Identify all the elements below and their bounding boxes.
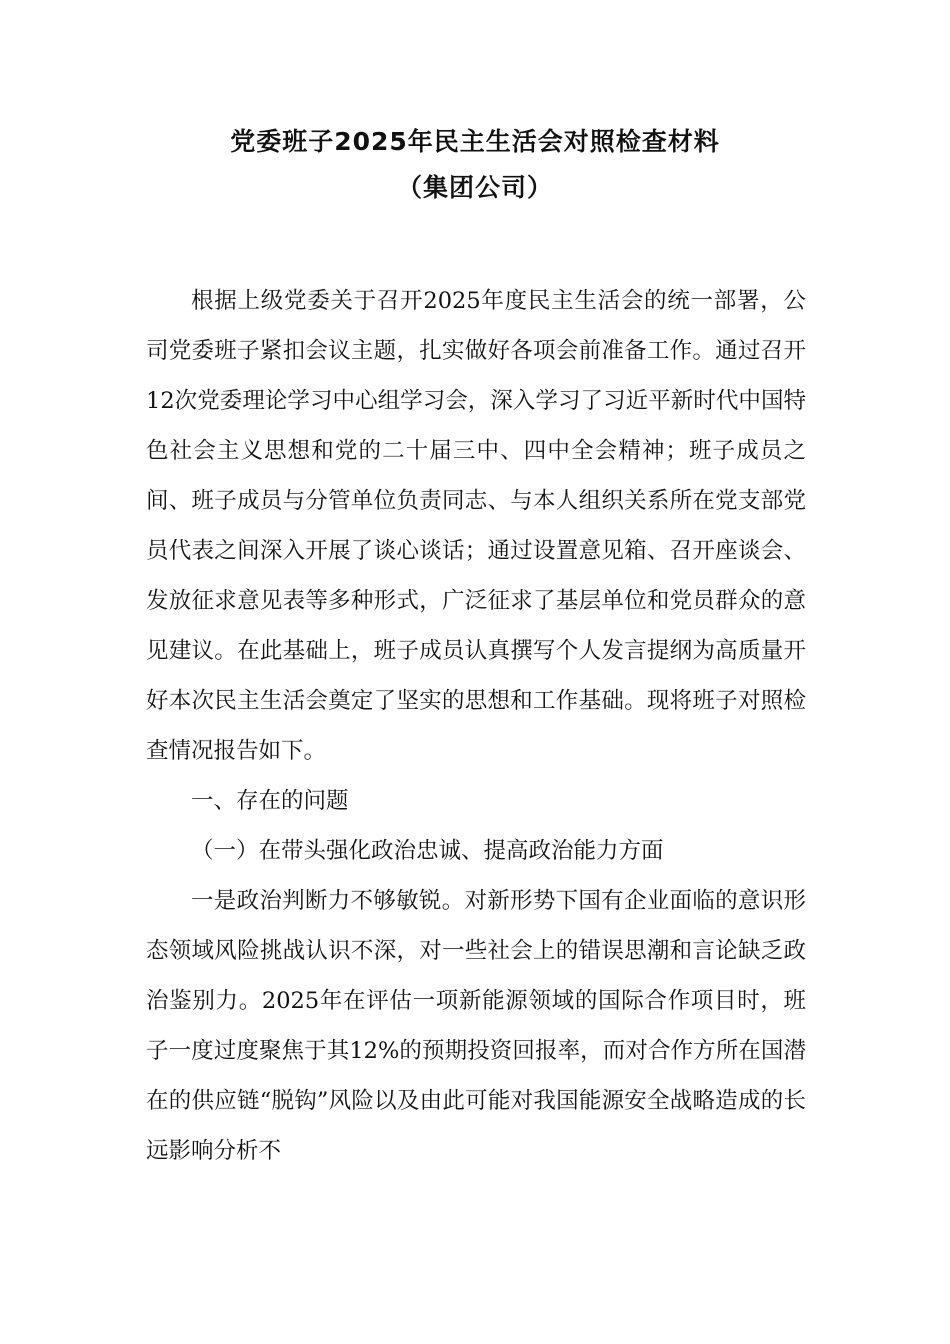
problem-paragraph: 一是政治判断力不够敏锐。对新形势下国有企业面临的意识形态领域风险挑战认识不深，对一些社会上的错误思潮和言论缺乏政治鉴别力。2025年在评估一项新能源领域的国际合作项目时，班子一度过度聚焦于其12%的预期投资回报率，而对合作方所在国潜在的供应链“脱钩”风险以及由此可能对我国能源安全战略造成的长远影响分析不 [146, 888, 806, 1164]
document-subtitle: （集团公司） [396, 173, 553, 202]
document-body [146, 276, 806, 1176]
document-title: 党委班子2025年民主生活会对照检查材料 [230, 127, 720, 156]
subsection-heading: （一）在带头强化政治忠诚、提高政治能力方面 [191, 838, 664, 864]
section-heading: 一、存在的问题 [191, 788, 349, 814]
intro-paragraph: 根据上级党委关于召开2025年度民主生活会的统一部署，公司党委班子紧扣会议主题，扎实做好各项会前准备工作。通过召开12次党委理论学习中心组学习会，深入学习了习近平新时代中国特色社会主义思想和党的二十届三中、四中全会精神；班子成员之间、班子成员与分管单位负责同志、与本人组织关系所在党支部党员代表之间深入开展了谈心谈话；通过设置意见箱、召开座谈会、发放征求意见表等多种形式，广泛征求了基层单位和党员群众的意见建议。在此基础上，班子成员认真撰写个人发言提纲为高质量开好本次民主生活会奠定了坚实的思想和工作基础。现将班子对照检查情况报告如下。 [146, 288, 806, 764]
